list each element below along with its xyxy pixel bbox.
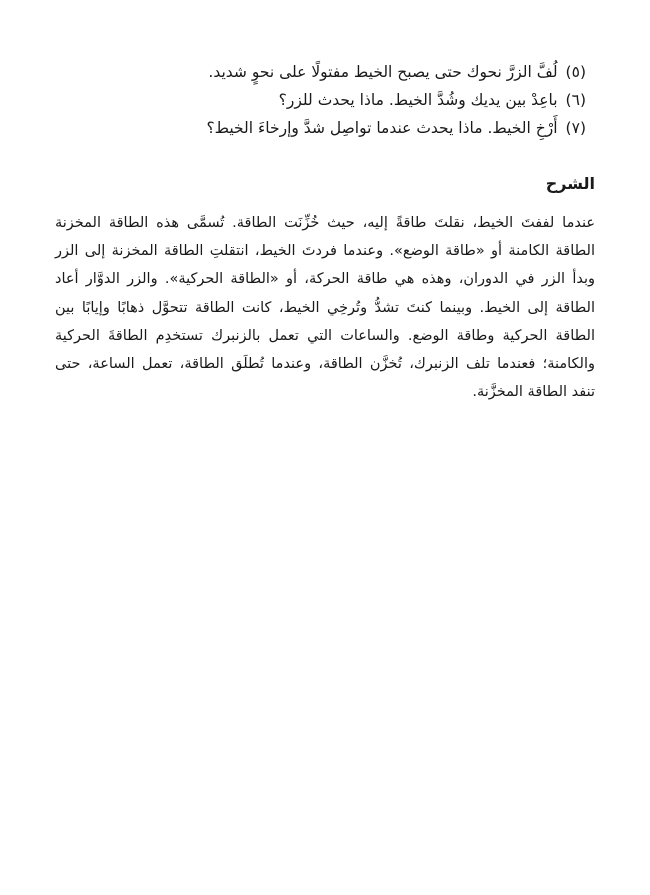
paragraph-line: تنفد الطاقة المخزَّنة. bbox=[472, 384, 595, 401]
step-item bbox=[46, 114, 586, 142]
paragraph-line: الطاقة الحركية وطاقة الوضع. والساعات التي تعمل بالزنبرك تستخدِم الطاقةَ الحركية bbox=[55, 327, 595, 344]
paragraph-line: الطاقة الكامنة أو «طاقة الوضع». وعندما فردتَ الخيط، انتقلتِ الطاقة المخزنة إلى الزر bbox=[55, 243, 595, 260]
step-item bbox=[46, 58, 586, 86]
paragraph-line: الطاقة إلى الخيط. وبينما كنتَ تشدُّ وتُرخِي الخيط، كانت الطاقة تتحوَّل ذهابًا وإيابًا بين bbox=[55, 299, 595, 316]
step-number: (٥) bbox=[565, 63, 586, 81]
step-text: لُفَّ الزرَّ نحوك حتى يصبح الخيط مفتولًا على نحوٍ شديد. bbox=[208, 63, 558, 81]
activity-steps-list bbox=[46, 58, 586, 142]
explanation-heading: الشرح bbox=[545, 174, 595, 193]
step-number: (٧) bbox=[565, 119, 586, 137]
step-text: باعِدْ بين يديك وشُدَّ الخيط. ماذا يحدث للزر؟ bbox=[278, 91, 558, 109]
step-number: (٦) bbox=[565, 91, 586, 109]
paragraph-line: وبدأ الزر في الدوران، وهذه هي طاقة الحركة، أو «الطاقة الحركية». والزر الدوَّار أعاد bbox=[55, 271, 595, 288]
paragraph-line: عندما لففتَ الخيط، نقلتَ طاقةً إليه، حيث خُزِّنَت الطاقة. تُسمَّى هذه الطاقة المخزنة bbox=[55, 215, 595, 231]
explanation-paragraph bbox=[55, 209, 595, 406]
step-text: أَرْخِ الخيط. ماذا يحدث عندما تواصِل شدَّ وإرخاءَ الخيط؟ bbox=[206, 119, 558, 137]
paragraph-line: والكامنة؛ فعندما تلف الزنبرك، تُخزَّن الطاقة، وعندما تُطلَق الطاقة، تعمل الساعة، حتى bbox=[55, 356, 595, 373]
step-item bbox=[46, 86, 586, 114]
